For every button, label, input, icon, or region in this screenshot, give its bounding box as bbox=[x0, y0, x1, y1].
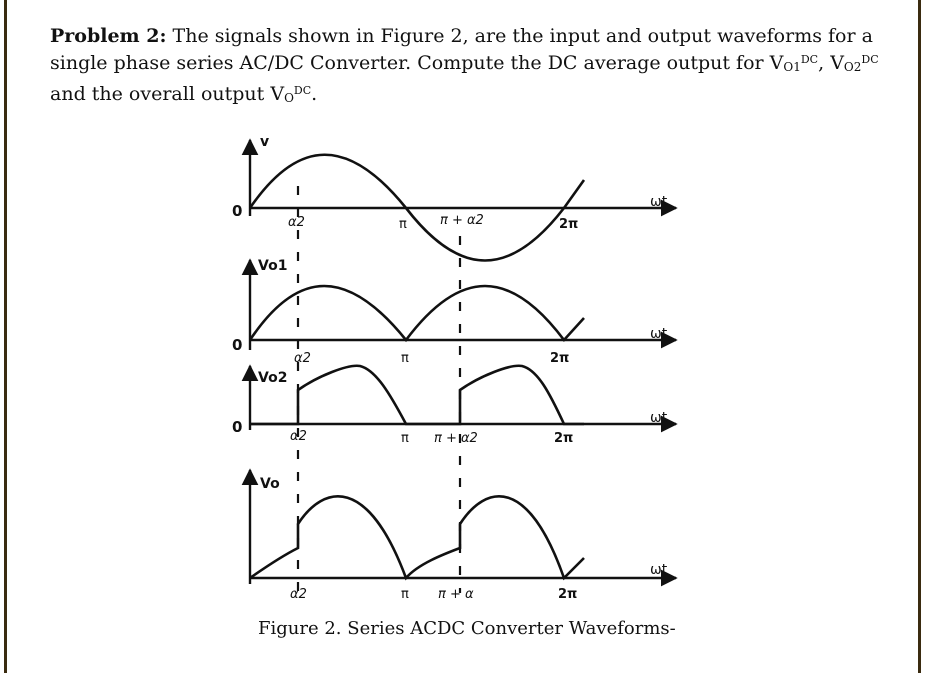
pi-plus-alpha2-label-1: π + α2 bbox=[440, 213, 484, 228]
waveform-figure bbox=[228, 128, 698, 603]
pi-label-4: π bbox=[401, 587, 409, 602]
vo-waveform-panel bbox=[250, 470, 676, 602]
vo-axis-label: Vo bbox=[260, 476, 280, 492]
pi-label-1: π bbox=[399, 217, 407, 232]
vo-combined-curve bbox=[250, 496, 584, 578]
vo2-controlled-curve bbox=[250, 366, 584, 424]
vo1-axis-label: Vo1 bbox=[258, 258, 288, 274]
alpha2-label-1: α2 bbox=[288, 215, 305, 230]
input-waveform-panel bbox=[232, 134, 676, 261]
two-pi-label-3: 2π bbox=[554, 431, 574, 446]
pi-label-2: π bbox=[401, 351, 409, 366]
pi-label-3: π bbox=[401, 431, 409, 446]
zero-label-1: 0 bbox=[232, 202, 243, 220]
two-pi-label-1: 2π bbox=[559, 217, 579, 232]
wt-label-4: ωt bbox=[650, 562, 668, 578]
two-pi-label-4: 2π bbox=[558, 587, 578, 602]
vo2-axis-label: Vo2 bbox=[258, 370, 288, 386]
wt-label-1: ωt bbox=[650, 194, 668, 210]
zero-label-3: 0 bbox=[232, 418, 243, 436]
zero-label-2: 0 bbox=[232, 336, 243, 354]
pi-plus-alpha-label-4: π + α bbox=[438, 587, 474, 602]
alpha2-label-2: α2 bbox=[294, 351, 311, 366]
wt-label-3: ωt bbox=[650, 410, 668, 426]
problem-label: Problem 2: bbox=[50, 25, 167, 47]
alpha-guide-lines bbox=[298, 186, 460, 593]
alpha2-label-4: α2 bbox=[290, 587, 307, 602]
vo1-rectified-curve bbox=[250, 286, 584, 340]
two-pi-label-2: 2π bbox=[550, 351, 570, 366]
alpha2-label-3: α2 bbox=[290, 429, 307, 444]
v-axis-label: v bbox=[260, 134, 270, 150]
wt-label-2: ωt bbox=[650, 326, 668, 342]
figure-caption: Figure 2. Series ACDC Converter Waveforms- bbox=[258, 618, 676, 639]
pi-plus-alpha2-label-3: π + α2 bbox=[434, 431, 478, 446]
vo2-waveform-panel bbox=[232, 366, 676, 446]
problem-statement: Problem 2: The signals shown in Figure 2, are the input and output waveforms for a single phase series AC/DC Converter. Compute the DC average output for $V_{O1}^{DC}$, $V_{O2}^{DC}$ and the overall output $V_O^{DC}$. bbox=[50, 25, 879, 105]
